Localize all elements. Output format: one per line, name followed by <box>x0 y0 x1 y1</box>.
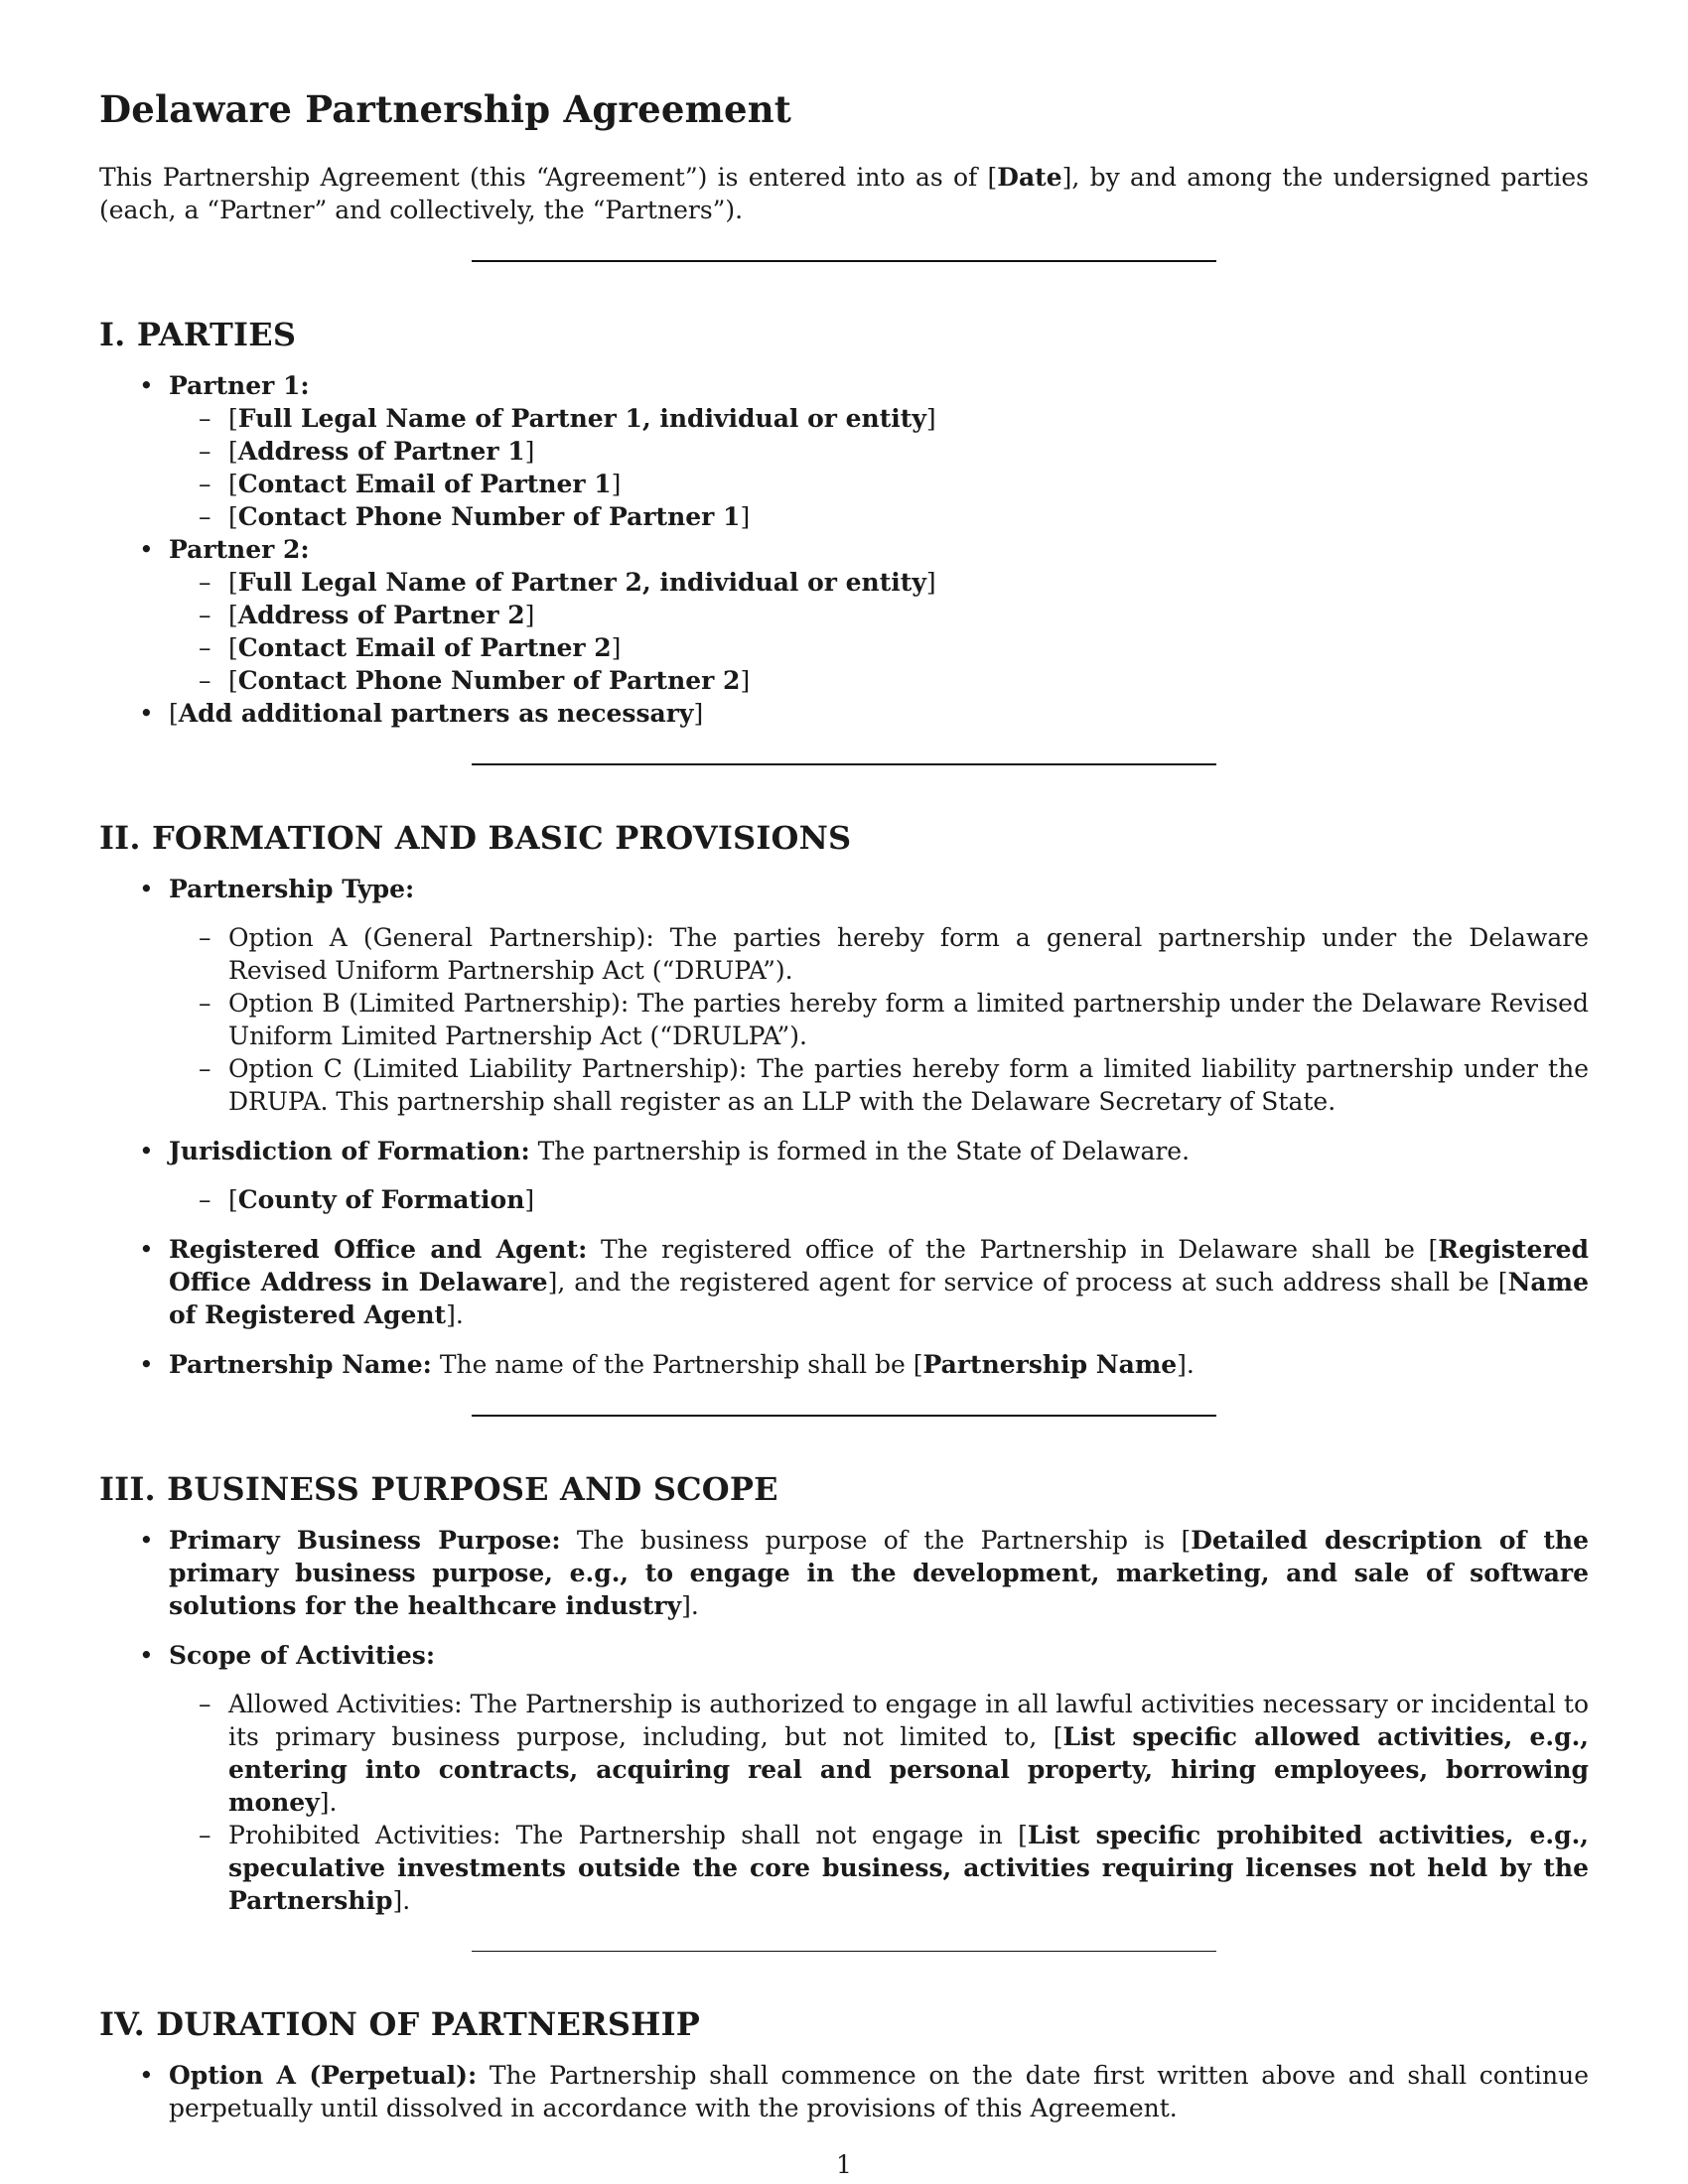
section-heading-parties: I. PARTIES <box>99 316 297 353</box>
parties-list <box>99 369 1589 730</box>
list-item <box>99 369 1589 533</box>
partner-2-label: Partner 2: <box>169 535 310 564</box>
list-item: • Jurisdiction of Formation: The partnership is formed in the State of Delaware. – [County of Formation] <box>99 1135 1589 1216</box>
list-item: – [Contact Email of Partner 2] <box>169 631 1589 664</box>
list-item: – [Address of Partner 2] <box>169 599 1589 631</box>
page-number: 1 <box>836 2150 852 2179</box>
list-item: • Registered Office and Agent: The registered office of the Partnership in Delaware shall be [Registered Office Address in Delaware], and the registered agent for service of process at such address shall be [Name of Registered Agent]. <box>99 1233 1589 1331</box>
partner-1-label: Partner 1: <box>169 371 310 400</box>
list-item: – [Contact Phone Number of Partner 2] <box>169 664 1589 697</box>
document-title: Delaware Partnership Agreement <box>99 87 792 131</box>
list-item: – [Contact Email of Partner 1] <box>169 468 1589 500</box>
list-item: – Option C (Limited Liability Partnership): The parties hereby form a limited liability partnership under the DRUPA. This partnership shall register as an LLP with the Delaware Secretary of State. <box>169 1052 1589 1118</box>
partnership-type-options <box>169 921 1589 1118</box>
list-item: • Partnership Name: The name of the Partnership shall be [Partnership Name]. <box>99 1348 1589 1381</box>
scope-activities-list <box>169 1688 1589 1917</box>
list-item: • Scope of Activities: – Allowed Activities: The Partnership is authorized to engage in all lawful activities necessary or incidental to its primary business purpose, including, but not limited to, [List specific allowed activities, e.g., entering into contracts, acquiring real and personal property, hiring employees, borrowing money]. – Prohibited Activities: The Partnership shall not engage in [List specific prohibited activities, e.g., speculative investments outside the core business, activities requiring licenses not held by the Partnership]. <box>99 1639 1589 1917</box>
date-placeholder: Date <box>997 163 1062 192</box>
list-item: – Option A (General Partnership): The parties hereby form a general partnership under the Delaware Revised Uniform Partnership Act (“DRUPA”). <box>169 921 1589 987</box>
list-item: – Allowed Activities: The Partnership is authorized to engage in all lawful activities necessary or incidental to its primary business purpose, including, but not limited to, [List specific allowed activities, e.g., entering into contracts, acquiring real and personal property, hiring employees, borrowing money]. <box>169 1688 1589 1819</box>
list-item: – [Address of Partner 1] <box>169 435 1589 468</box>
county-list <box>169 1183 1589 1216</box>
section-heading-purpose: III. BUSINESS PURPOSE AND SCOPE <box>99 1470 778 1508</box>
formation-list <box>99 873 1589 1381</box>
list-item <box>99 533 1589 697</box>
list-item: • Primary Business Purpose: The business purpose of the Partnership is [Detailed description of the primary business purpose, e.g., to engage in the development, marketing, and sale of software solutions for the healthcare industry]. <box>99 1524 1589 1622</box>
list-item: • [Add additional partners as necessary] <box>99 697 1589 730</box>
partner-2-details <box>169 566 1589 697</box>
list-item: • Option A (Perpetual): The Partnership shall commence on the date first written above and shall continue perpetually until dissolved in accordance with the provisions of this Agreement. <box>99 2059 1589 2124</box>
list-item: – [Full Legal Name of Partner 2, individual or entity] <box>169 566 1589 599</box>
partner-1-details <box>169 402 1589 533</box>
intro-paragraph: This Partnership Agreement (this “Agreement”) is entered into as of [Date], by and among the undersigned parties (each, a “Partner” and collectively, the “Partners”). <box>99 163 1589 224</box>
list-item: – [Full Legal Name of Partner 1, individual or entity] <box>169 402 1589 435</box>
duration-list <box>99 2059 1589 2124</box>
list-item: • Partnership Type: – Option A (General Partnership): The parties hereby form a general partnership under the Delaware Revised Uniform Partnership Act (“DRUPA”). – Option B (Limited Partnership): The parties hereby form a limited partnership under the Delaware Revised Uniform Limited Partnership Act (“DRULPA”). – Option C (Limited Liability Partnership): The parties hereby form a limited liability partnership under the DRUPA. This partnership shall register as an LLP with the Delaware Secretary of State. <box>99 873 1589 1118</box>
list-item: – Prohibited Activities: The Partnership shall not engage in [List specific prohibited activities, e.g., speculative investments outside the core business, activities requiring licenses not held by the Partnership]. <box>169 1819 1589 1917</box>
list-item: – Option B (Limited Partnership): The parties hereby form a limited partnership under the Delaware Revised Uniform Limited Partnership Act (“DRULPA”). <box>169 987 1589 1052</box>
list-item: – [Contact Phone Number of Partner 1] <box>169 500 1589 533</box>
section-divider <box>472 1951 1216 1952</box>
section-divider <box>472 260 1216 262</box>
list-item: – [County of Formation] <box>169 1183 1589 1216</box>
purpose-list <box>99 1524 1589 1917</box>
section-divider <box>472 1415 1216 1417</box>
section-divider <box>472 763 1216 765</box>
section-heading-formation: II. FORMATION AND BASIC PROVISIONS <box>99 819 852 857</box>
section-heading-duration: IV. DURATION OF PARTNERSHIP <box>99 2005 701 2043</box>
document-page <box>99 87 1589 2124</box>
